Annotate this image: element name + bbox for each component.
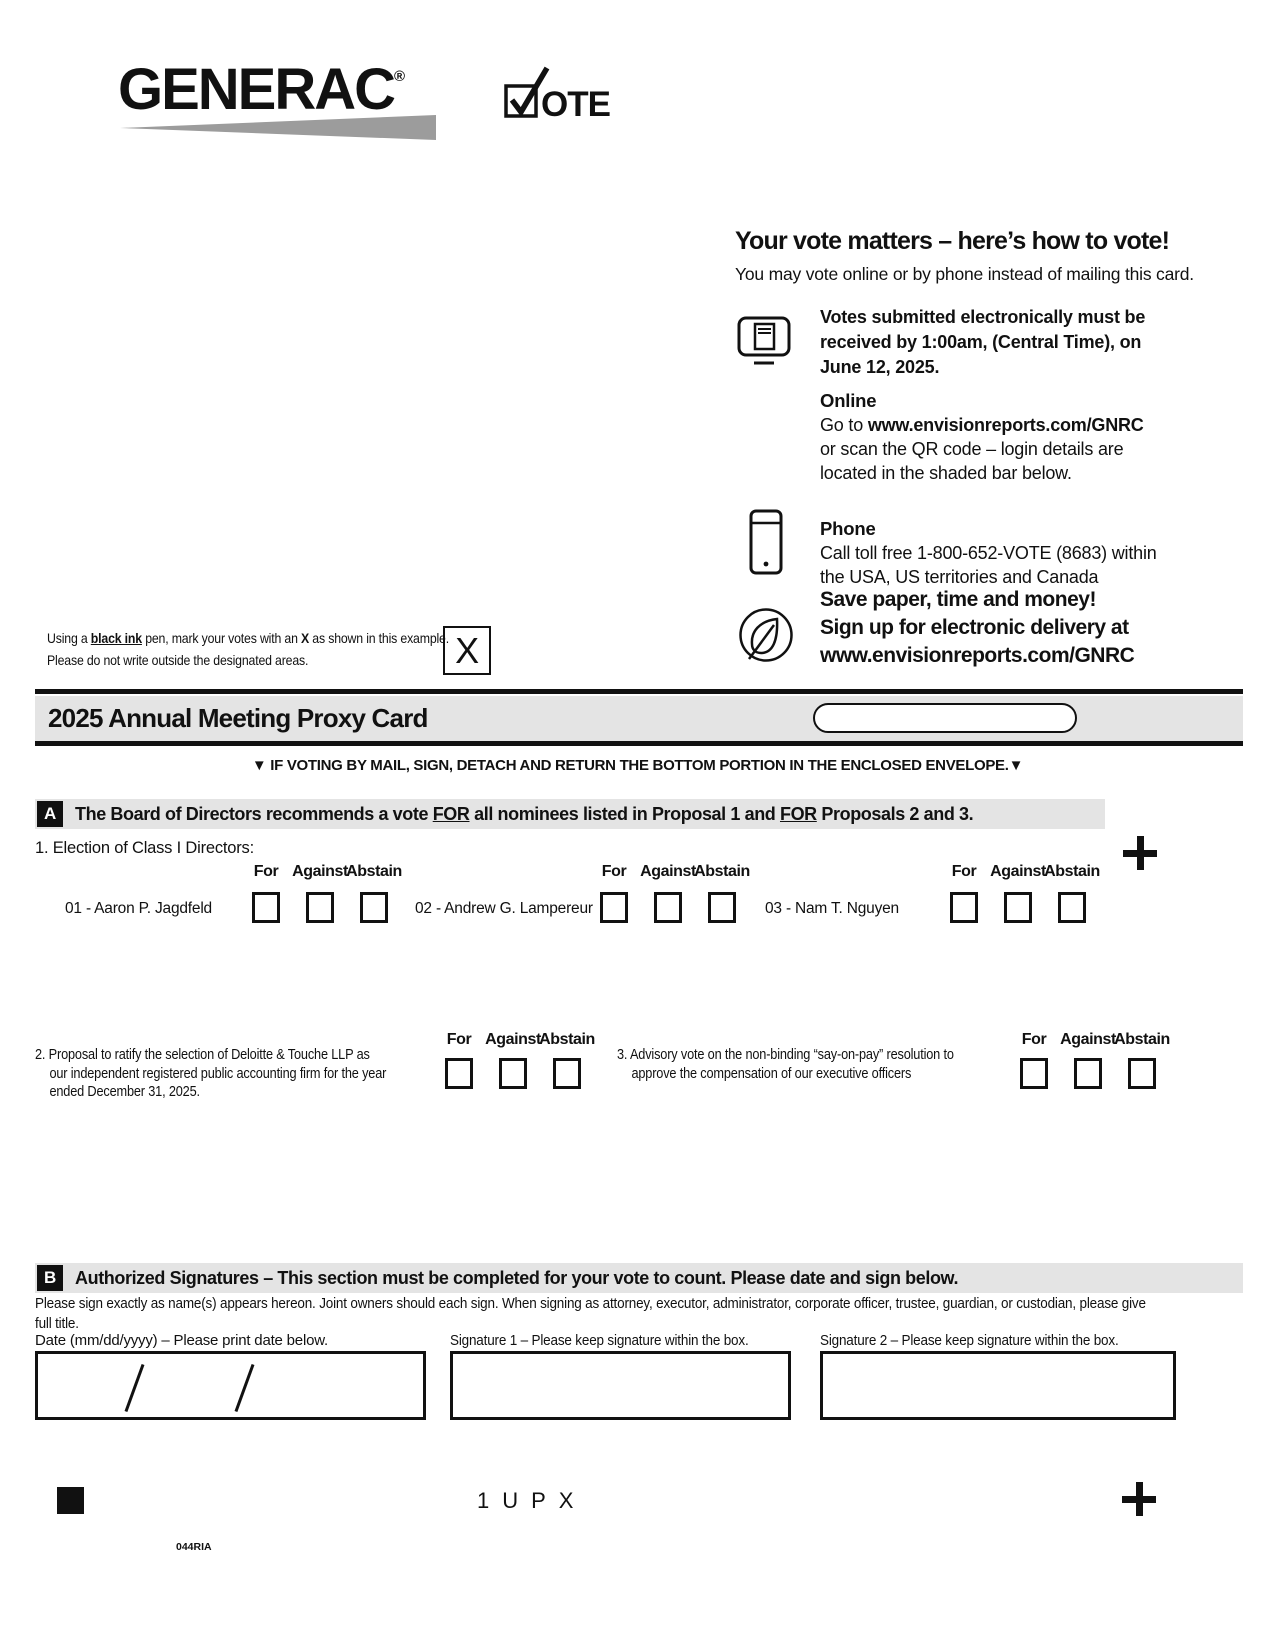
nominee-01-checkboxes <box>239 892 401 923</box>
vote-header-group-1 <box>239 863 401 881</box>
online-heading: Online <box>820 390 877 411</box>
login-details-bar <box>813 703 1077 733</box>
marking-black-ink: black ink <box>90 630 142 646</box>
date-input-box[interactable] <box>35 1351 426 1420</box>
proposal3-checkboxes <box>1007 1058 1169 1089</box>
section-b-letter: B <box>37 1265 63 1291</box>
registered-trademark: ® <box>394 68 406 85</box>
checkbox-proposal3-against[interactable] <box>1074 1058 1102 1089</box>
checkbox-proposal3-for[interactable] <box>1020 1058 1048 1089</box>
howto-subtitle: You may vote online or by phone instead of mailing this card. <box>735 264 1194 284</box>
section-b-bar <box>35 1263 1243 1293</box>
example-x: X <box>455 629 479 671</box>
howto-title: Your vote matters – here’s how to vote! <box>735 227 1170 255</box>
section-a-heading <box>75 804 973 825</box>
print-code: 1UPX <box>477 1488 587 1513</box>
monitor-icon <box>737 316 791 368</box>
marking-line1 <box>47 627 449 649</box>
paperless-line3: www.envisionreports.com/GNRC <box>820 644 1135 667</box>
signature-note <box>35 1294 1241 1334</box>
section-a-for1: FOR <box>432 803 470 824</box>
vote-header-abstain: Abstain <box>539 1031 595 1048</box>
checkbox-nominee03-for[interactable] <box>950 892 978 923</box>
online-line3: located in the shaded bar below. <box>820 463 1072 483</box>
marking-instructions <box>47 627 449 671</box>
leaf-icon <box>737 606 795 664</box>
section-b-heading: Authorized Signatures – This section must be completed for your vote to count. Please date and sign below. <box>75 1267 959 1288</box>
nominee-03-name: 03 - Nam T. Nguyen <box>765 900 899 917</box>
vote-header-abstain: Abstain <box>694 863 750 880</box>
marking-pre: Using a <box>47 630 91 646</box>
section-a-h1: The Board of Directors recommends a vote <box>75 803 433 824</box>
checkbox-nominee02-for[interactable] <box>600 892 628 923</box>
signature-note-line2: full title. <box>35 1315 79 1332</box>
example-x-box <box>443 626 491 675</box>
section-a-bar <box>35 799 1105 829</box>
section-a-h2: all nominees listed in Proposal 1 and <box>469 803 780 824</box>
phone-block <box>820 517 1157 589</box>
nominee-03-checkboxes <box>937 892 1099 923</box>
electronic-deadline-line3: June 12, 2025. <box>820 357 940 377</box>
proposal1-label: 1. Election of Class I Directors: <box>35 839 254 857</box>
divider-top <box>35 689 1243 694</box>
plus-mark-bottom <box>1122 1482 1156 1516</box>
proposal2-line1: 2. Proposal to ratify the selection of Deloitte & Touche LLP as <box>35 1046 370 1063</box>
electronic-deadline-line1: Votes submitted electronically must be <box>820 307 1146 327</box>
checkbox-nominee01-against[interactable] <box>306 892 334 923</box>
proposal2-text <box>35 1046 435 1102</box>
vote-header-group-2 <box>587 863 749 881</box>
marking-line2: Please do not write outside the designated areas. <box>47 652 309 668</box>
vote-header-abstain: Abstain <box>1114 1031 1170 1048</box>
checkbox-proposal3-abstain[interactable] <box>1128 1058 1156 1089</box>
online-goto: Go to <box>820 415 868 435</box>
online-line2: or scan the QR code – login details are <box>820 439 1124 459</box>
vote-header-for: For <box>1021 1031 1047 1048</box>
vote-header-group-3 <box>937 863 1099 881</box>
checkbox-nominee01-for[interactable] <box>252 892 280 923</box>
vote-header-against: Against <box>1060 1031 1116 1048</box>
vote-header-for: For <box>446 1031 472 1048</box>
generac-logo-text: GENERAC <box>118 57 395 122</box>
section-a-for2: FOR <box>779 803 817 824</box>
checkbox-nominee03-against[interactable] <box>1004 892 1032 923</box>
nominee-01-name: 01 - Aaron P. Jagdfeld <box>65 900 212 917</box>
online-line1 <box>820 413 1144 437</box>
marking-mid: pen, mark your votes with an <box>141 630 302 646</box>
signature2-input-box[interactable] <box>820 1351 1176 1420</box>
signature2-label: Signature 2 – Please keep signature within the box. <box>820 1332 1119 1349</box>
proposal3-line1: 3. Advisory vote on the non-binding “say-on-pay” resolution to <box>617 1046 954 1063</box>
proposal2-line2: our independent registered public accounting firm for the year <box>49 1064 387 1082</box>
proposal2-line3: ended December 31, 2025. <box>49 1083 200 1100</box>
proposal3-vote-headers <box>1007 1031 1169 1049</box>
marking-post: as shown in this example. <box>309 630 449 646</box>
vote-header-against: Against <box>990 863 1046 880</box>
section-a-letter: A <box>37 801 63 827</box>
vote-header-for: For <box>253 863 279 880</box>
online-url: www.envisionreports.com/GNRC <box>867 415 1144 435</box>
checkbox-proposal2-abstain[interactable] <box>553 1058 581 1089</box>
checkbox-nominee01-abstain[interactable] <box>360 892 388 923</box>
vote-header-for: For <box>951 863 977 880</box>
checkbox-nominee03-abstain[interactable] <box>1058 892 1086 923</box>
plus-mark-top <box>1123 836 1157 870</box>
signature-note-line1: Please sign exactly as name(s) appears hereon. Joint owners should each sign. When signing as attorney, executor, administrator, corporate officer, trustee, guardian, or custodian, please give <box>35 1295 1146 1312</box>
phone-heading: Phone <box>820 518 876 539</box>
paperless-block <box>820 586 1134 670</box>
phone-icon <box>748 508 784 576</box>
phone-line2: the USA, US territories and Canada <box>820 567 1099 587</box>
vote-logo <box>502 64 610 122</box>
mail-instruction: ▼ IF VOTING BY MAIL, SIGN, DETACH AND RETURN THE BOTTOM PORTION IN THE ENCLOSED ENVELOPE.▼ <box>251 757 1024 774</box>
nominee-02-name: 02 - Andrew G. Lampereur <box>415 900 593 917</box>
divider-mid <box>35 741 1243 746</box>
signature1-input-box[interactable] <box>450 1351 791 1420</box>
proposal2-checkboxes <box>432 1058 594 1089</box>
vote-header-against: Against <box>292 863 348 880</box>
checkbox-nominee02-against[interactable] <box>654 892 682 923</box>
proposal3-line2: approve the compensation of our executive officers <box>631 1064 912 1082</box>
checkbox-proposal2-for[interactable] <box>445 1058 473 1089</box>
paperless-line1: Save paper, time and money! <box>820 588 1096 611</box>
nominee-02-checkboxes <box>587 892 749 923</box>
checkbox-nominee02-abstain[interactable] <box>708 892 736 923</box>
vote-header-against: Against <box>640 863 696 880</box>
form-id: 044RIA <box>176 1541 212 1553</box>
date-label: Date (mm/dd/yyyy) – Please print date below. <box>35 1332 329 1349</box>
date-slash-1 <box>125 1364 145 1412</box>
section-a-h3: Proposals 2 and 3. <box>816 803 974 824</box>
vote-header-abstain: Abstain <box>346 863 402 880</box>
electronic-deadline <box>820 305 1145 380</box>
marking-x: X <box>301 630 310 646</box>
date-slash-2 <box>235 1364 255 1412</box>
vote-header-abstain: Abstain <box>1044 863 1100 880</box>
vote-logo-text: OTE <box>541 85 610 124</box>
checkbox-proposal2-against[interactable] <box>499 1058 527 1089</box>
generac-logo <box>118 48 406 122</box>
vote-header-for: For <box>601 863 627 880</box>
proposal3-text <box>617 1046 1017 1083</box>
paperless-line2: Sign up for electronic delivery at <box>820 616 1129 639</box>
electronic-deadline-line2: received by 1:00am, (Central Time), on <box>820 332 1142 352</box>
proxy-title-bar <box>35 696 1243 741</box>
online-block <box>820 389 1144 485</box>
signature1-label: Signature 1 – Please keep signature within the box. <box>450 1332 749 1349</box>
proposal2-vote-headers <box>432 1031 594 1049</box>
vote-header-against: Against <box>485 1031 541 1048</box>
registration-square <box>57 1487 84 1514</box>
phone-line1: Call toll free 1-800-652-VOTE (8683) within <box>820 543 1157 563</box>
proxy-card-title: 2025 Annual Meeting Proxy Card <box>48 703 428 733</box>
